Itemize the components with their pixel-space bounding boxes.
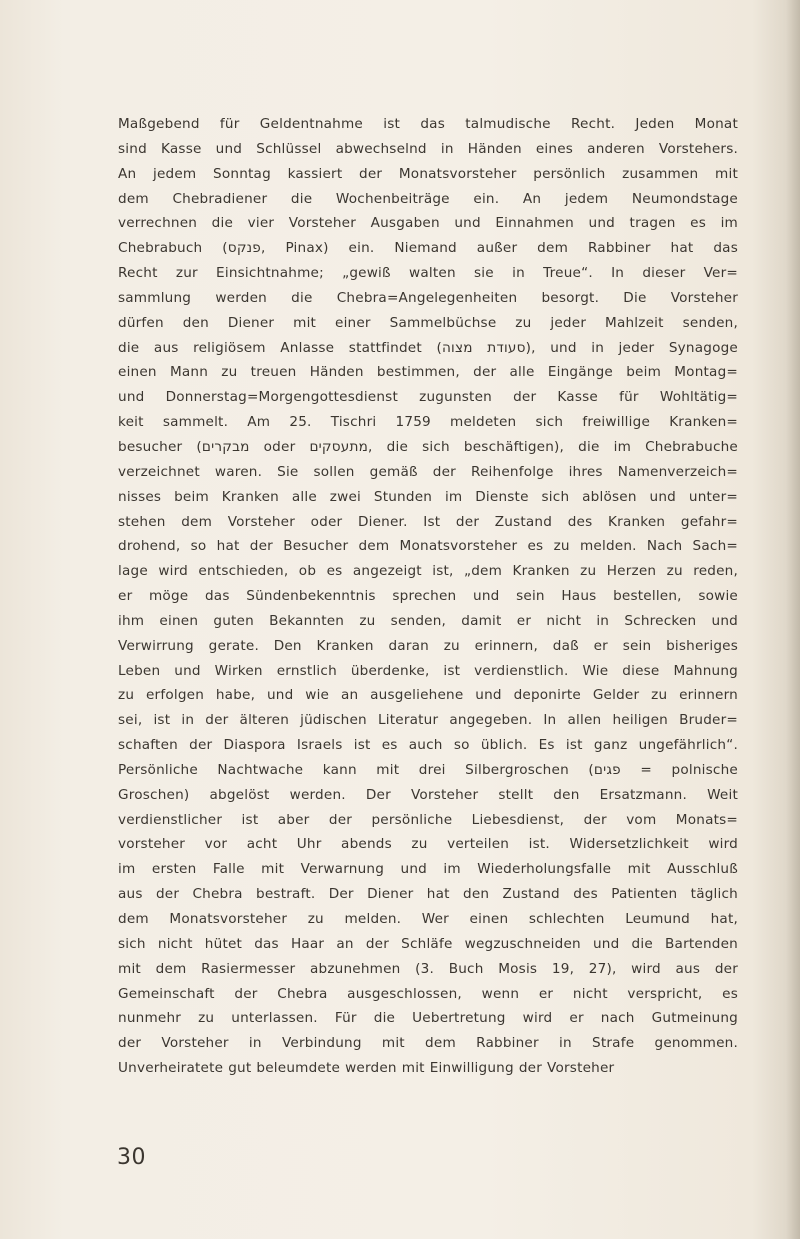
text-line: sind Kasse und Schlüssel abwechselnd in Händen eines anderen Vorstehers. — [118, 140, 738, 157]
text-line: dürfen den Diener mit einer Sammelbüchse zu jeder Mahlzeit senden, — [118, 314, 738, 331]
text-line: besucher (מבקרים oder מתעסקים, die sich beschäftigen), die im Chebrabuche — [118, 438, 738, 455]
text-line: er möge das Sündenbekenntnis sprechen und sein Haus bestellen, sowie — [118, 588, 738, 605]
text-line: die aus religiösem Anlasse stattfindet (סעודת מצוה), und in jeder Synagoge — [118, 339, 738, 356]
text-line: An jedem Sonntag kassiert der Monatsvorsteher persönlich zusammen mit — [118, 165, 738, 182]
page-number: 30 — [117, 1145, 146, 1170]
text-line: einen Mann zu treuen Händen bestimmen, der alle Eingänge beim Montag= — [118, 364, 738, 381]
text-line: sei, ist in der älteren jüdischen Literatur angegeben. In allen heiligen Bruder= — [118, 712, 738, 729]
text-line: mit dem Rasiermesser abzunehmen (3. Buch Mosis 19, 27), wird aus der — [118, 960, 738, 977]
text-line: nunmehr zu unterlassen. Für die Uebertretung wird er nach Gutmeinung — [118, 1010, 738, 1027]
text-line: schaften der Diaspora Israels ist es auch so üblich. Es ist ganz ungefährlich“. — [118, 737, 738, 754]
text-line: Unverheiratete gut beleumdete werden mit Einwilligung der Vorsteher — [118, 1060, 615, 1077]
page-edge-shadow — [786, 0, 800, 1239]
text-line: aus der Chebra bestraft. Der Diener hat den Zustand des Patienten täglich — [118, 886, 738, 903]
text-line: Recht zur Einsichtnahme; „gewiß walten sie in Treue“. In dieser Ver= — [118, 265, 738, 282]
text-line: Gemeinschaft der Chebra ausgeschlossen, wenn er nicht verspricht, es — [118, 985, 738, 1002]
text-line: zu erfolgen habe, und wie an ausgeliehene und deponirte Gelder zu erinnern — [118, 687, 738, 704]
text-line: sich nicht hütet das Haar an der Schläfe wegzuschneiden und die Bartenden — [118, 935, 738, 952]
text-line: Verwirrung gerate. Den Kranken daran zu erinnern, daß er sein bisheriges — [118, 637, 738, 654]
text-line: verdienstlicher ist aber der persönliche Liebesdienst, der vom Monats= — [118, 811, 738, 828]
text-line: dem Chebradiener die Wochenbeiträge ein. An jedem Neumondstage — [118, 190, 738, 207]
text-line: lage wird entschieden, ob es angezeigt ist, „dem Kranken zu Herzen zu reden, — [118, 563, 738, 580]
text-line: verrechnen die vier Vorsteher Ausgaben und Einnahmen und tragen es im — [118, 215, 738, 232]
text-line: drohend, so hat der Besucher dem Monatsvorsteher es zu melden. Nach Sach= — [118, 538, 738, 555]
text-line: ihm einen guten Bekannten zu senden, damit er nicht in Schrecken und — [118, 612, 738, 629]
text-line: verzeichnet waren. Sie sollen gemäß der Reihenfolge ihres Namenverzeich= — [118, 463, 738, 480]
text-line: Maßgebend für Geldentnahme ist das talmudische Recht. Jeden Monat — [118, 116, 738, 132]
text-line: keit sammelt. Am 25. Tischri 1759 meldeten sich freiwillige Kranken= — [118, 414, 738, 431]
text-line: vorsteher vor acht Uhr abends zu verteilen ist. Widersetzlichkeit wird — [118, 836, 738, 853]
text-line: nisses beim Kranken alle zwei Stunden im Dienste sich ablösen und unter= — [118, 488, 738, 505]
text-line: und Donnerstag=Morgengottesdienst zugunsten der Kasse für Wohltätig= — [118, 389, 738, 406]
text-line: Groschen) abgelöst werden. Der Vorsteher stellt den Ersatzmann. Weit — [118, 786, 738, 803]
text-line: sammlung werden die Chebra=Angelegenheiten besorgt. Die Vorsteher — [118, 289, 738, 306]
text-line: Persönliche Nachtwache kann mit drei Silbergroschen (פגים = polnische — [118, 761, 738, 778]
text-line: der Vorsteher in Verbindung mit dem Rabbiner in Strafe genommen. — [118, 1035, 738, 1052]
text-line: dem Monatsvorsteher zu melden. Wer einen schlechten Leumund hat, — [118, 911, 738, 927]
text-line: Chebrabuch (פנקס, Pinax) ein. Niemand außer dem Rabbiner hat das — [118, 240, 738, 257]
text-line: im ersten Falle mit Verwarnung und im Wiederholungsfalle mit Ausschluß — [118, 861, 738, 878]
text-line: stehen dem Vorsteher oder Diener. Ist der Zustand des Kranken gefahr= — [118, 513, 738, 530]
body-text — [118, 112, 738, 1081]
text-line: Leben und Wirken ernstlich überdenke, ist verdienstlich. Wie diese Mahnung — [118, 662, 738, 679]
